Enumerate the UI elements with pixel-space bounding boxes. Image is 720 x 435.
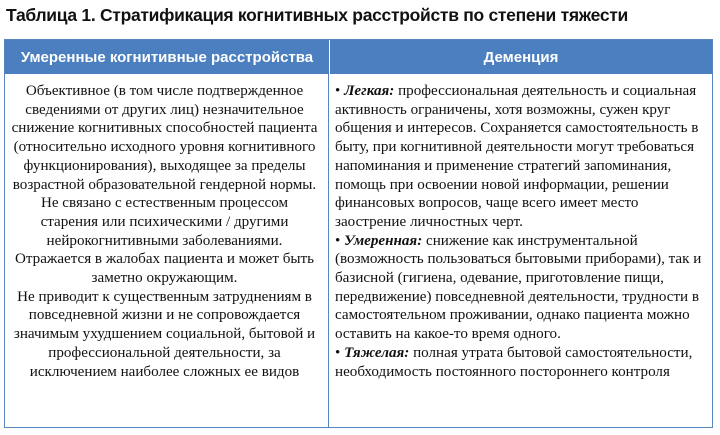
mci-cell: [5, 74, 329, 427]
column-header-dementia: Деменция: [483, 48, 559, 66]
severity-description: профессиональная деятельность и социальная активность ограничены, хотя возможны, сужен круг общения и интересов. Сохраняется самостоятельность в быту, при когнитивной деятельности могут требоваться напоминания и применение стратегий запоминания, помощь при освоении новой информации, решении финансовых вопросов, чаще всего имеет место заострение личностных черт.: [335, 83, 699, 230]
dementia-item-moderate: [335, 232, 706, 344]
dementia-item-severe: [335, 344, 706, 381]
severity-term: Легкая:: [344, 83, 395, 99]
mci-paragraph: Не приводит к существенным затруднениям в повседневной жизни и не сопровождается значимым ухудшением социальной, бытовой и профессиональной деятельности, за исключением наиболее сложных ее видов: [13, 288, 316, 380]
severity-description: снижение как инструментальной (возможность пользоваться бытовыми приборами), так и базисной (гигиена, одевание, приготовление пищи, передвижение) повседневной деятельности, трудности в самостоятельном проживании, однако пациента можно оставить на какое-то время одного.: [335, 232, 702, 343]
bullet: •: [335, 232, 341, 249]
bullet: •: [335, 83, 341, 99]
severity-description: полная утрата бытовой самостоятельности, необходимость постоянного постороннего контроля: [335, 344, 693, 380]
table-title: Таблица 1. Стратификация когнитивных расстройств по степени тяжести: [6, 5, 628, 25]
column-header-mci: Умеренные когнитивные расстройства: [5, 40, 330, 74]
mci-paragraph: Не связано с естественным процессом старения или психическими / другими нейрокогнитивными заболеваниями.: [40, 195, 289, 249]
dementia-cell: [329, 74, 712, 427]
mci-paragraph: Отражается в жалобах пациента и может быть заметно окружающим.: [14, 251, 315, 287]
severity-term: Умеренная:: [344, 232, 423, 249]
bullet: •: [335, 344, 341, 361]
table-header: [5, 40, 712, 74]
mci-paragraph: Объективное (в том числе подтвержденное сведениями от других лиц) незначительное снижение когнитивных способностей пациента (относительно исходного уровня когнитивного функционирования), выходящее за пределы возрастной образовательной гендерной нормы.: [11, 83, 318, 193]
dementia-item-mild: [335, 82, 706, 232]
severity-term: Тяжелая:: [344, 344, 410, 361]
table-body: [5, 74, 712, 427]
stratification-table: [4, 39, 713, 428]
